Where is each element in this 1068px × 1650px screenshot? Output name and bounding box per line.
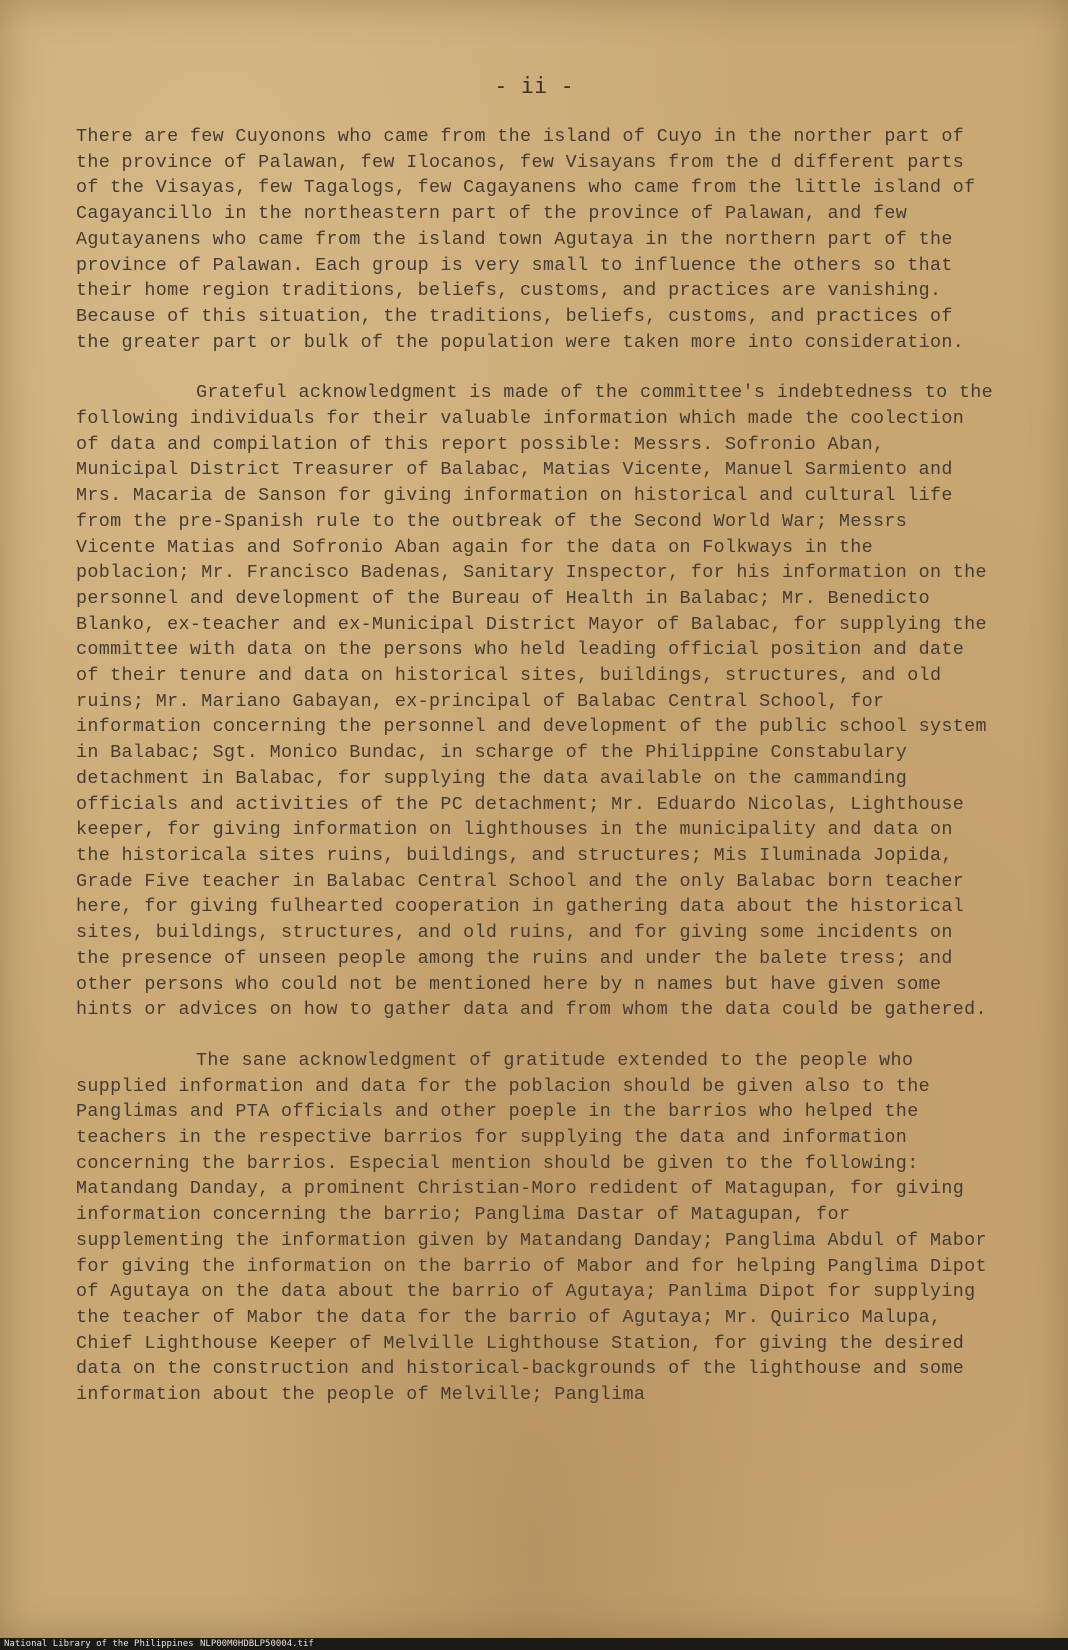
library-label: National Library of the Philippines bbox=[4, 1639, 194, 1649]
paragraph-population: There are few Cuyonons who came from the island of Cuyo in the norther part of the province of Palawan, few Ilocanos, few Visayans from the d different parts of the Visayas, few Tagalogs, few Cagayanens who came from the little island of Cagayancillo in the northeastern part of the province of Palawan, and few Agutayanens who came from the island town Agutaya in the northern part of the province of Palawan. Each group is very small to influence the others so that their home region traditions, beliefs, customs, and practices are vanishing. Because of this situation, the traditions, beliefs, customs, and practices of the greater part or bulk of the population were taken more into consideration. bbox=[76, 126, 976, 353]
paragraph-acknowledgment: Grateful acknowledgment is made of the committee's indebtedness to the following individuals for their valuable information which made the coolection of data and compilation of this report possible: Messrs. Sofronio Aban, Municipal District Treasurer of Balabac, Matias Vicente, Manuel Sarmiento and Mrs. Macaria de Sanson for giving information on historical and cultural life from the pre-Spanish rule to the outbreak of the Second World War; Messrs Vicente Matias and Sofronio Aban again for the data on Folkways in the poblacion; Mr. Francisco Badenas, Sanitary Inspector, for his information on the personnel and development of the Bureau of Health in Balabac; Mr. Benedicto Blanko, ex-teacher and ex-Municipal District Mayor of Balabac, for supplying the committee with data on the persons who held leading official position and date of their tenure and data on historical sites, buildings, structures, and old ruins; Mr. Mariano Gabayan, ex-principal of Balabac Central School, for information concerning the personnel and development of the public school system in Balabac; Sgt. Monico Bundac, in scharge of the Philippine Constabulary detachment in Balabac, for supplying the data available on the cammanding officials and activities of the PC detachment; Mr. Eduardo Nicolas, Lighthouse keeper, for giving information on lighthouses in the municipality and data on the historicala sites ruins, buildings, and structures; Mis Iluminada Jopida, Grade Five teacher in Balabac Central School and the only Balabac born teacher here, for giving fulhearted cooperation in gathering data about the historical sites, buildings, structures, and old ruins, and for giving some incidents on the presence of unseen people among the ruins and under the balete tress; and other persons who could not be mentioned here by n names but have given some hints or advices on how to gather data and from whom the data could be gathered. bbox=[76, 382, 994, 1021]
scan-footer bbox=[4, 1638, 1064, 1650]
paragraph-barrio-acknowledgment: The sane acknowledgment of gratitude extended to the people who supplied information and data for the poblacion should be given also to the Panglimas and PTA officials and other poeple in the barrios who helped the teachers in the respective barrios for supplying the data and information concerning the barrios. Especial mention should be given to the following: Matandang Danday, a prominent Christian-Moro redident of Matagupan, for giving information concerning the barrio; Panglima Dastar of Matagupan, for supplementing the information given by Matandang Danday; Panglima Abdul of Mabor for giving the information on the barrio of Mabor and for helping Panglima Dipot of Agutaya on the data about the barrio of Agutaya; Panlima Dipot for supplying the teacher of Mabor the data for the barrio of Agutaya; Mr. Quirico Malupa, Chief Lighthouse Keeper of Melville Lighthouse Station, for giving the desired data on the construction and historical-backgrounds of the lighthouse and some information about the people of Melville; Panglima bbox=[76, 1049, 987, 1406]
document-body bbox=[76, 124, 996, 1433]
page-number: - ii - bbox=[494, 74, 574, 99]
file-id: NLP00M0HDBLP50004.tif bbox=[200, 1639, 314, 1649]
